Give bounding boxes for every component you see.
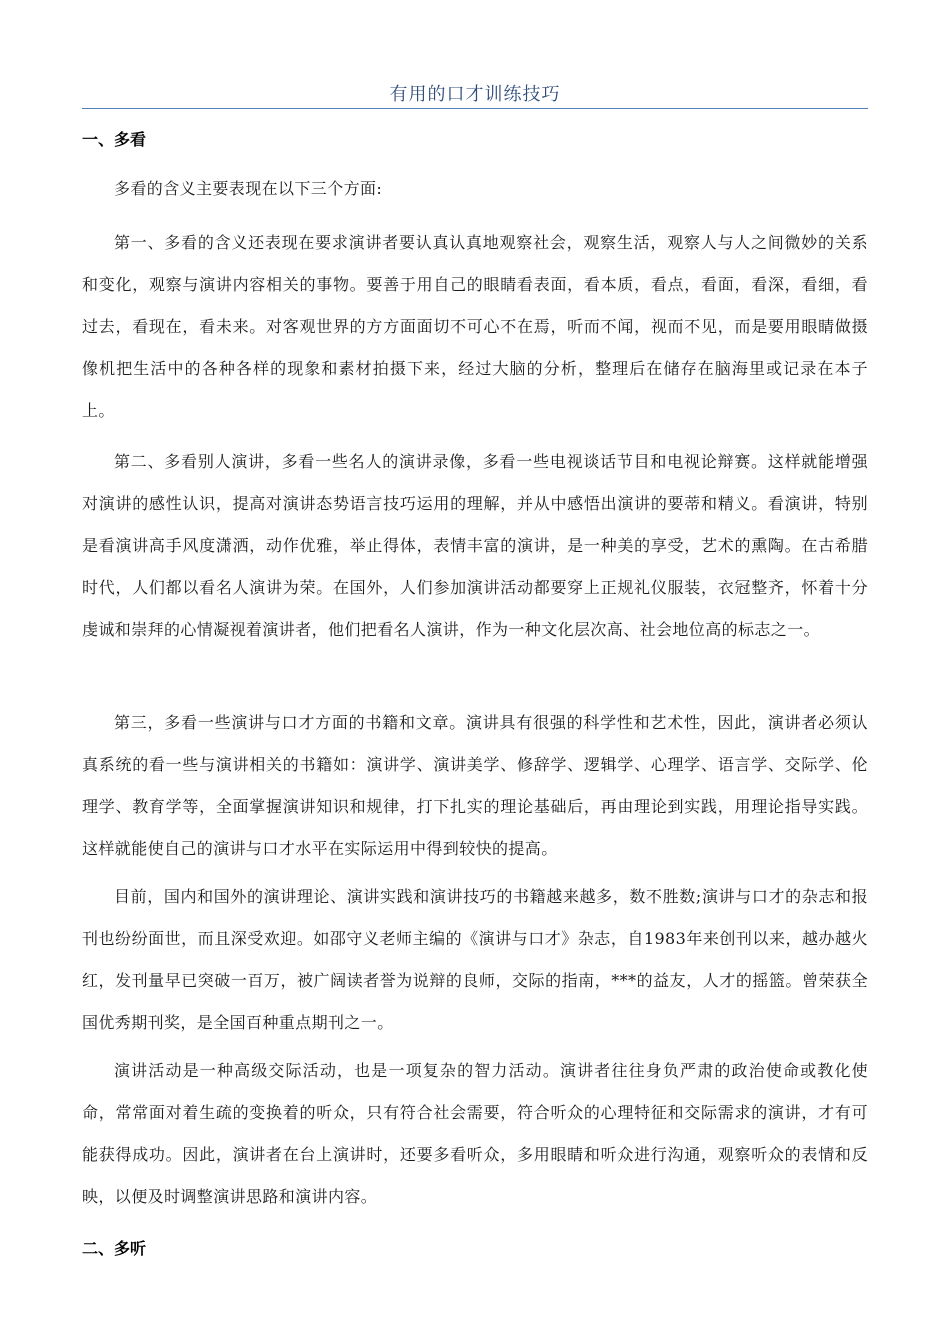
paragraph-second-point: 第二、多看别人演讲，多看一些名人的演讲录像，多看一些电视谈话节目和电视论辩赛。这样就能增强对演讲的感性认识，提高对演讲态势语言技巧运用的理解，并从中感悟出演讲的要蒂和精义。看演讲，特别是看演讲高手风度潇洒，动作优雅，举止得体，表情丰富的演讲，是一种美的享受，艺术的熏陶。在古希腊时代，人们都以看名人演讲为荣。在国外，人们参加演讲活动都要穿上正规礼仪服装，衣冠整齐，怀着十分虔诚和崇拜的心情凝视着演讲者，他们把看名人演讲，作为一种文化层次高、社会地位高的标志之一。 [82, 452, 868, 639]
document-title: 有用的口才训练技巧 [389, 84, 561, 105]
title-underline-divider [82, 108, 868, 109]
paragraph-intro: 多看的含义主要表现在以下三个方面: [114, 179, 383, 198]
paragraph-third-point: 第三，多看一些演讲与口才方面的书籍和文章。演讲具有很强的科学性和艺术性，因此，演讲者必须认真系统的看一些与演讲相关的书籍如：演讲学、演讲美学、修辞学、逻辑学、心理学、语言学、交际学、伦理学、教育学等，全面掌握演讲知识和规律，打下扎实的理论基础后，再由理论到实践，用理论指导实践。这样就能使自己的演讲与口才水平在实际运用中得到较快的提高。 [82, 713, 868, 858]
section-heading-duoting: 二、多听 [82, 1239, 147, 1258]
paragraph-audience: 演讲活动是一种高级交际活动，也是一项复杂的智力活动。演讲者往往身负严肃的政治使命或教化使命，常常面对着生疏的变换着的听众，只有符合社会需要，符合听众的心理特征和交际需求的演讲，才有可能获得成功。因此，演讲者在台上演讲时，还要多看听众，多用眼睛和听众进行沟通，观察听众的表情和反映，以便及时调整演讲思路和演讲内容。 [82, 1061, 868, 1206]
paragraph-books-current: 目前，国内和国外的演讲理论、演讲实践和演讲技巧的书籍越来越多，数不胜数;演讲与口才的杂志和报刊也纷纷面世，而且深受欢迎。如邵守义老师主编的《演讲与口才》杂志，自1983年来创刊以来，越办越火红，发刊量早已突破一百万，被广阔读者誉为说辩的良师，交际的指南，***的益友，人才的摇篮。曾荣获全国优秀期刊奖，是全国百种重点期刊之一。 [82, 887, 868, 1032]
paragraph-first-point: 第一、多看的含义还表现在要求演讲者要认真认真地观察社会，观察生活，观察人与人之间微妙的关系和变化，观察与演讲内容相关的事物。要善于用自己的眼睛看表面，看本质，看点，看面，看深，看细，看过去，看现在，看未来。对客观世界的方方面面切不可心不在焉，听而不闻，视而不见，而是要用眼睛做摄像机把生活中的各种各样的现象和素材拍摄下来，经过大脑的分析，整理后在储存在脑海里或记录在本子上。 [82, 233, 868, 420]
section-heading-duokan: 一、多看 [82, 130, 147, 149]
